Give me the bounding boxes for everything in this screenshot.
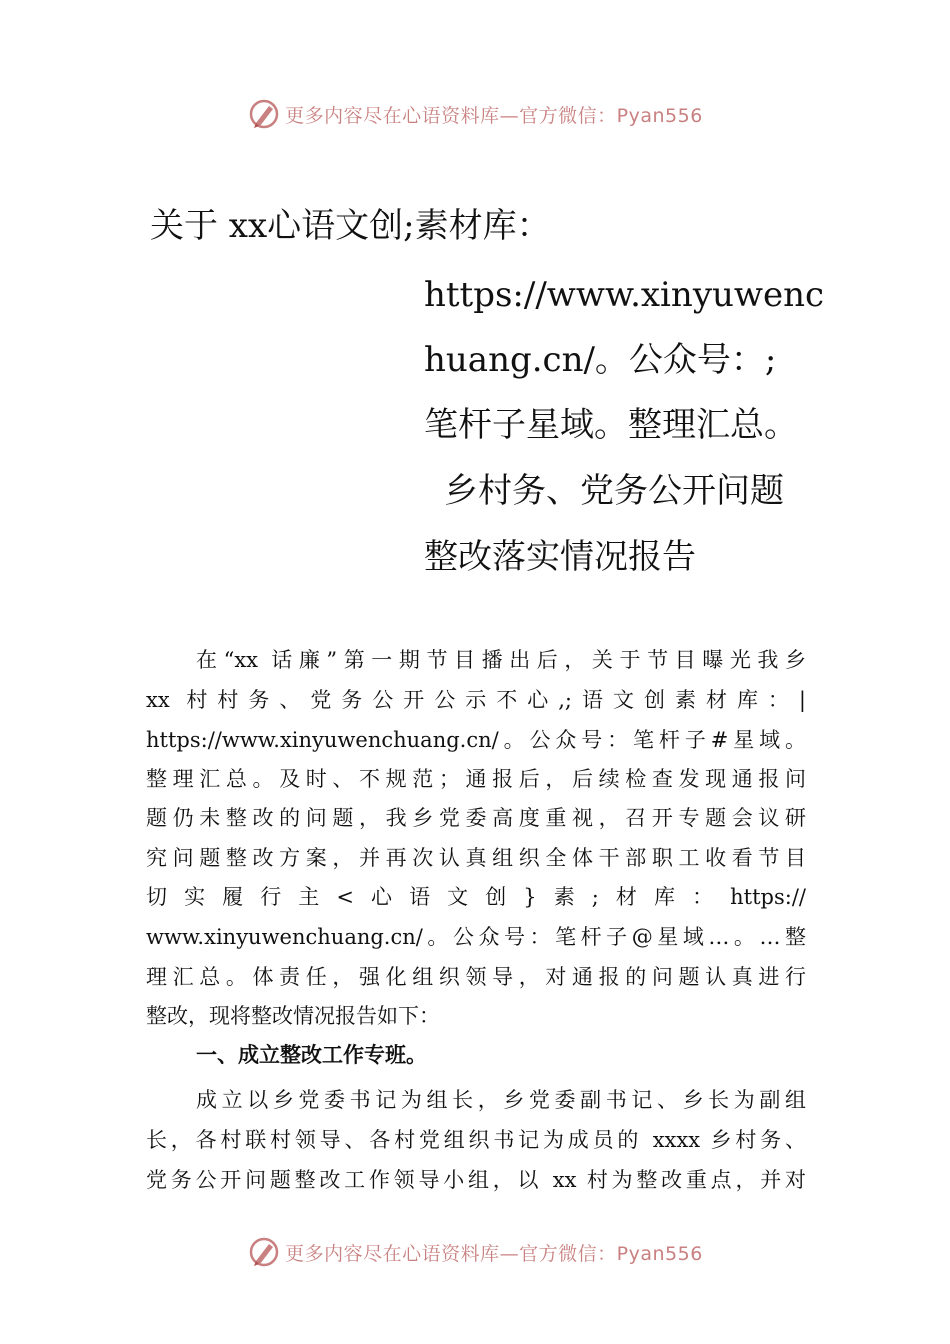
paragraph-line: 整理汇总。及时、不规范；通报后，后续检查发现通报问: [146, 767, 806, 791]
paragraph-line: www.xinyuwenchuang.cn/。公众号：笔杆子@星域…。…整: [146, 925, 806, 949]
title-line: 整改落实情况报告: [424, 537, 696, 577]
title-line: 乡村务、党务公开问题: [444, 471, 784, 511]
paragraph-line: 在“xx 话廉”第一期节目播出后，关于节目曝光我乡: [196, 648, 806, 672]
header-watermark: [0, 94, 950, 134]
pen-logo-icon: [247, 1235, 281, 1269]
paragraph-line: https://www.xinyuwenchuang.cn/。公众号：笔杆子#星域。: [146, 728, 806, 752]
footer-watermark: [0, 1232, 950, 1272]
section-heading: 一、成立整改工作专班。: [196, 1043, 427, 1067]
paragraph-line: 切实履行主<心语文创}素;材库：https://: [146, 885, 806, 909]
paragraph-line: 题仍未整改的问题，我乡党委高度重视，召开专题会议研: [146, 806, 806, 830]
title-line: 笔杆子星域。整理汇总。: [424, 405, 798, 445]
watermark-text: 更多内容尽在心语资料库—官方微信：: [285, 1242, 617, 1265]
title-line: https://www.xinyuwenc: [424, 275, 825, 315]
title-line: huang.cn/。公众号：;: [424, 340, 777, 380]
paragraph-line: 究问题整改方案，并再次认真组织全体干部职工收看节目: [146, 846, 806, 870]
title-line: 关于 xx心语文创;素材库：: [150, 206, 551, 246]
pen-logo-icon: [247, 97, 281, 131]
paragraph-line: 长，各村联村领导、各村党组织书记为成员的 xxxx 乡村务、: [146, 1128, 806, 1152]
watermark-id: Pyan556: [616, 104, 703, 127]
paragraph-line: 理汇总。体责任，强化组织领导，对通报的问题认真进行: [146, 965, 806, 989]
paragraph-line: 整改，现将整改情况报告如下：: [146, 1004, 440, 1028]
watermark-id: Pyan556: [616, 1242, 703, 1265]
paragraph-line: xx 村村务、党务公开公示不心,;语文创素材库：|: [146, 688, 806, 712]
paragraph-line: 成立以乡党委书记为组长，乡党委副书记、乡长为副组: [196, 1088, 806, 1112]
paragraph-line: 党务公开问题整改工作领导小组，以 xx 村为整改重点，并对: [146, 1168, 806, 1192]
watermark-text: 更多内容尽在心语资料库—官方微信：: [285, 104, 617, 127]
